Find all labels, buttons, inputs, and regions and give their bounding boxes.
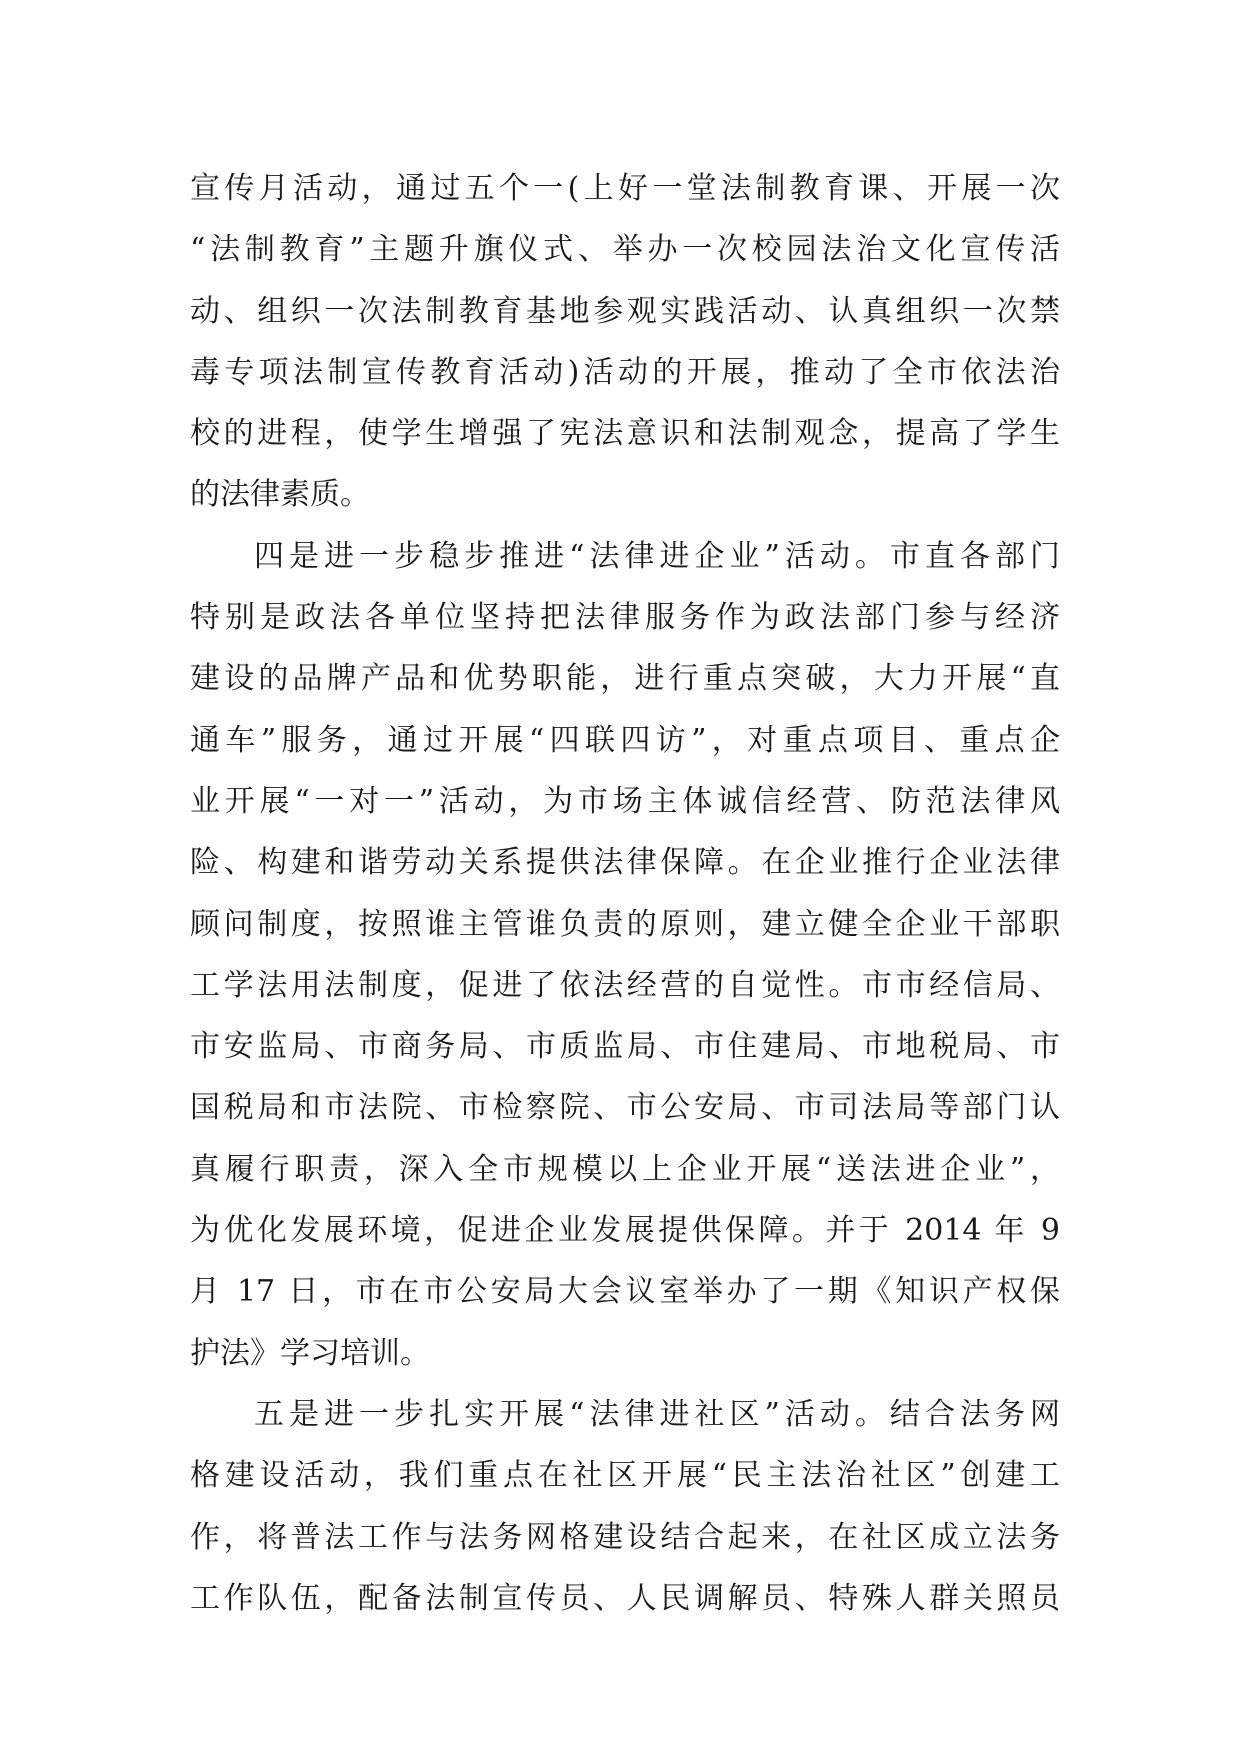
text-line: 建设的品牌产品和优势职能，进行重点突破，大力开展“直: [190, 661, 1060, 697]
text-line: 险、构建和谐劳动关系提供法律保障。在企业推行企业法律: [190, 845, 1060, 881]
text-line: 的法律素质。: [190, 477, 370, 513]
text-line: 动、组织一次法制教育基地参观实践活动、认真组织一次禁: [190, 293, 1060, 329]
document-body: [190, 158, 1060, 1629]
text-line: “法制教育”主题升旗仪式、举办一次校园法治文化宣传活: [190, 232, 1060, 268]
text-line: 毒专项法制宣传教育活动)活动的开展，推动了全市依法治: [190, 354, 1060, 390]
text-line: 工作队伍，配备法制宣传员、人民调解员、特殊人群关照员: [190, 1580, 1060, 1616]
text-line: 顾问制度，按照谁主管谁负责的原则，建立健全企业干部职: [190, 906, 1060, 942]
text-line: 格建设活动，我们重点在社区开展“民主法治社区”创建工: [190, 1458, 1060, 1494]
text-line: 市安监局、市商务局、市质监局、市住建局、市地税局、市: [190, 1029, 1060, 1065]
text-line: 作，将普法工作与法务网格建设结合起来，在社区成立法务: [190, 1519, 1060, 1555]
text-line: 宣传月活动，通过五个一(上好一堂法制教育课、开展一次: [190, 171, 1060, 206]
text-line: 月 17 日，市在市公安局大会议室举办了一期《知识产权保: [190, 1274, 1060, 1310]
text-line: 国税局和市法院、市检察院、市公安局、市司法局等部门认: [190, 1090, 1060, 1126]
text-line: 工学法用法制度，促进了依法经营的自觉性。市市经信局、: [190, 967, 1060, 1003]
text-line: 护法》学习培训。: [190, 1335, 430, 1371]
paragraph-start-line: 四是进一步稳步推进“法律进企业”活动。市直各部门: [254, 538, 1060, 574]
text-line: 校的进程，使学生增强了宪法意识和法制观念，提高了学生: [190, 416, 1060, 452]
text-line: 业开展“一对一”活动，为市场主体诚信经营、防范法律风: [190, 783, 1060, 819]
text-line: 通车”服务，通过开展“四联四访”，对重点项目、重点企: [190, 722, 1060, 758]
text-line: 为优化发展环境，促进企业发展提供保障。并于 2014 年 9: [190, 1213, 1060, 1249]
text-line: 真履行职责，深入全市规模以上企业开展“送法进企业”，: [190, 1151, 1060, 1187]
paragraph-start-line: 五是进一步扎实开展“法律进社区”活动。结合法务网: [254, 1396, 1060, 1432]
text-line: 特别是政法各单位坚持把法律服务作为政法部门参与经济: [190, 600, 1060, 636]
